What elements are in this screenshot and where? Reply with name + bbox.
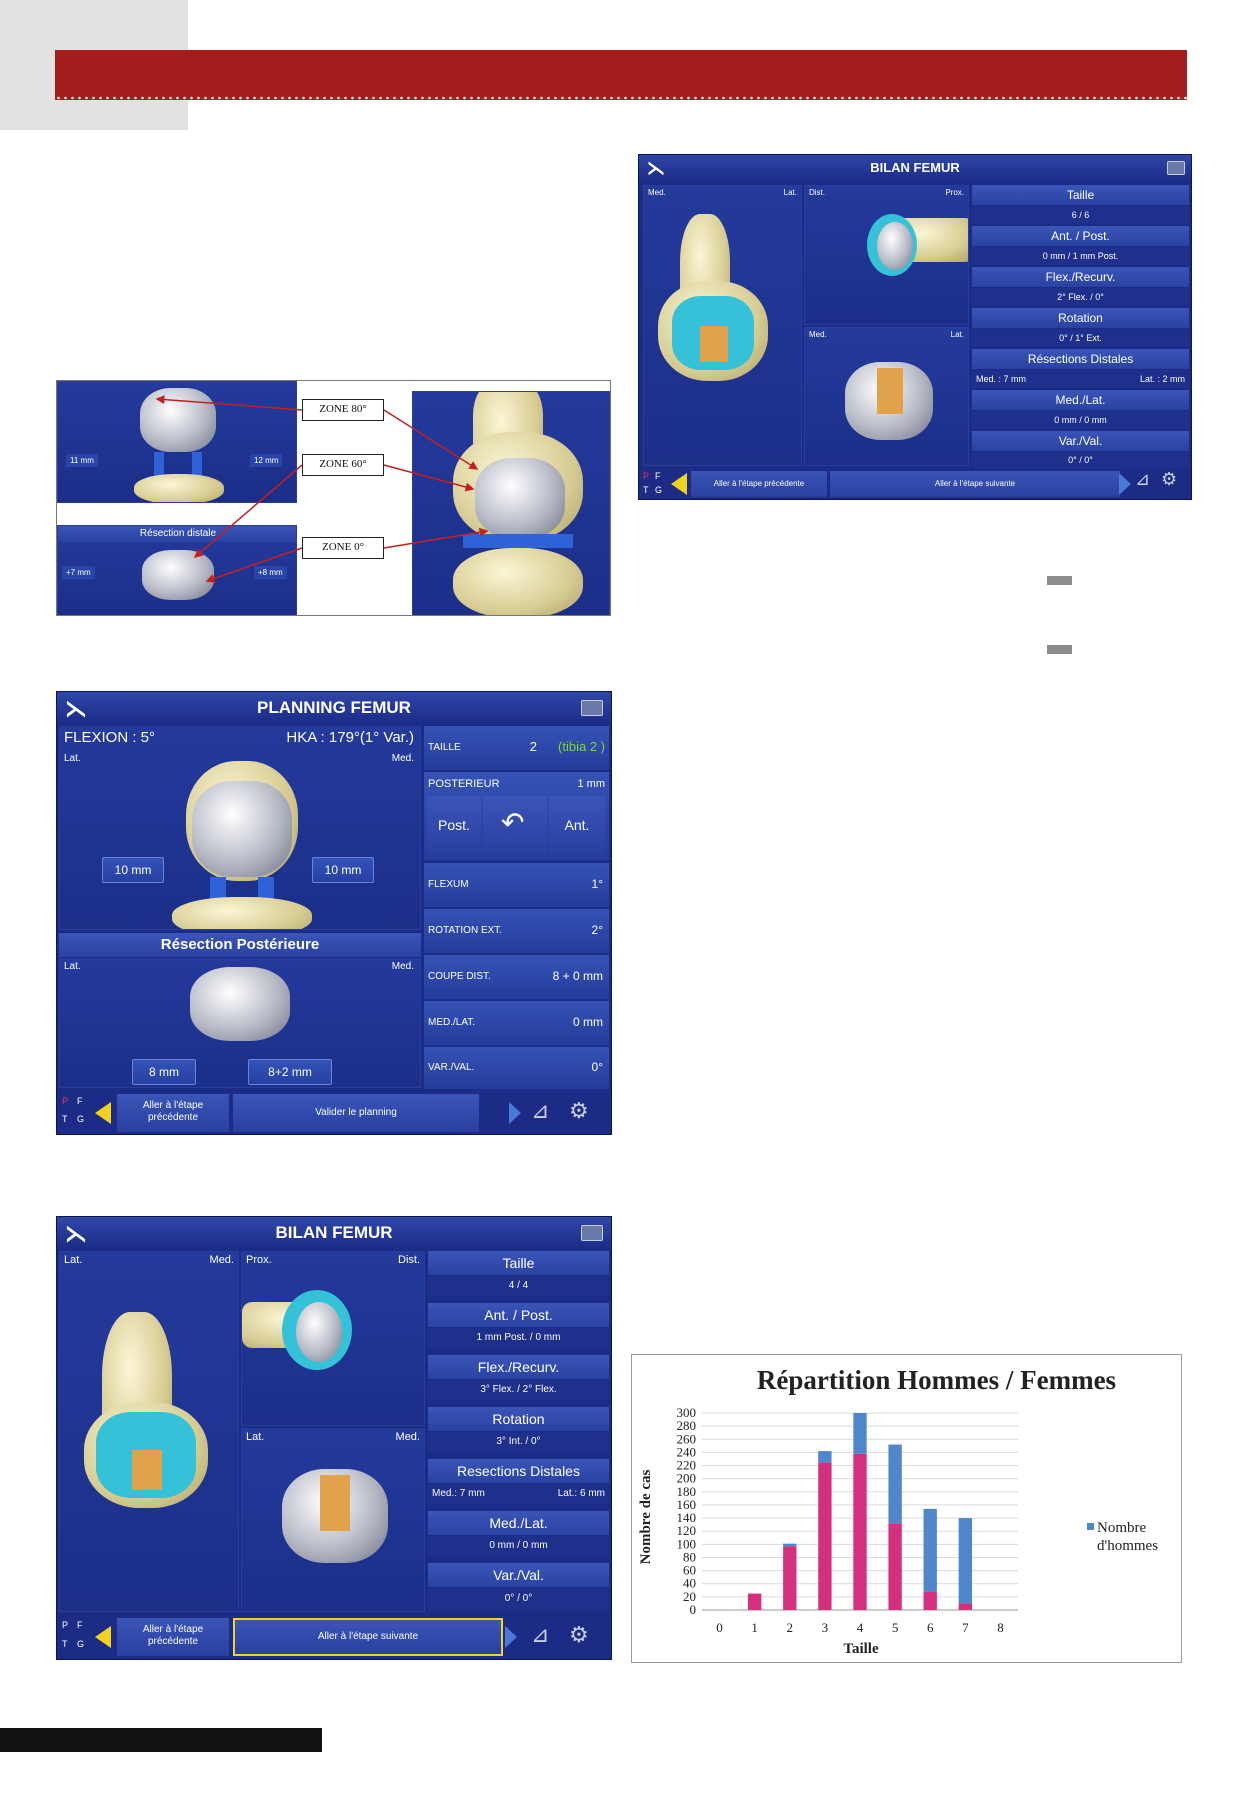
dimension-right: +8 mm [254, 566, 287, 579]
y-tick-label: 260 [676, 1431, 696, 1447]
flex-header: Flex./Recurv. [972, 267, 1189, 287]
varval-value: 0° / 0° [428, 1588, 609, 1610]
coupe-value: 8 + 0 mm [552, 969, 603, 983]
previous-step-line1: Aller à l'étape [142, 1624, 204, 1635]
bar-segment [783, 1546, 796, 1610]
y-tick-label: 100 [676, 1536, 696, 1552]
bar-segment [818, 1451, 831, 1462]
medlat-header: Med./Lat. [972, 390, 1189, 410]
ptfg-g: G [77, 1114, 85, 1124]
y-tick-label: 220 [676, 1457, 696, 1473]
arrow-line [384, 531, 487, 548]
zones-figure [56, 380, 611, 616]
bar-segment [888, 1445, 901, 1524]
y-tick-label: 240 [676, 1444, 696, 1460]
medlat-value: 0 mm [573, 1015, 603, 1029]
next-arrow-icon[interactable] [505, 1626, 517, 1648]
settings-gear-icon[interactable]: ⚙ [569, 1098, 589, 1123]
ptfg-g: G [655, 485, 663, 495]
flex-header: Flex./Recurv. [428, 1355, 609, 1379]
y-axis-label: Nombre de cas [638, 1469, 654, 1565]
implant-surface [877, 222, 913, 270]
previous-arrow-icon[interactable] [95, 1102, 111, 1124]
varval-header: Var./Val. [428, 1563, 609, 1587]
view-label-right: Med. [395, 1431, 420, 1443]
view-label-left: Med. [809, 330, 827, 339]
resection-med: Med.: 7 mm [432, 1488, 485, 1499]
taille-header: Taille [428, 1251, 609, 1275]
view-label-right: Med. [391, 961, 414, 972]
taille-label: TAILLE [428, 742, 461, 753]
resection-title: Résection Postérieure [59, 933, 421, 957]
view-label-right: Med. [391, 753, 414, 764]
view-label-left: Lat. [64, 961, 81, 972]
rotation-label: ROTATION EXT. [428, 925, 503, 936]
dimension-left-button[interactable]: 10 mm [102, 857, 164, 883]
undo-arrow-icon: ↶ [501, 807, 525, 838]
header-bar [55, 50, 1187, 100]
window-restore-button[interactable] [581, 1225, 603, 1241]
rotation-value: 3° Int. / 0° [428, 1432, 609, 1452]
y-tick-label: 300 [676, 1405, 696, 1420]
rotation-row[interactable] [424, 909, 609, 953]
measure-tool-icon[interactable]: ⊿ [1135, 469, 1151, 489]
previous-step-button[interactable]: Aller à l'étape précédente [691, 471, 827, 497]
bar-segment [853, 1454, 866, 1610]
x-tick-label: 5 [891, 1620, 899, 1635]
antpost-value: 0 mm / 1 mm Post. [972, 247, 1189, 265]
flexum-label: FLEXUM [428, 879, 469, 890]
rotation-header: Rotation [428, 1407, 609, 1431]
femur-distal-view[interactable] [804, 327, 969, 466]
validate-planning-button[interactable]: Valider le planning [233, 1094, 479, 1132]
chart-title: Répartition Hommes / Femmes [756, 1365, 1117, 1395]
y-tick-label: 280 [676, 1418, 696, 1434]
y-tick-label: 180 [676, 1483, 696, 1499]
view-label-left: Lat. [64, 753, 81, 764]
arrow-line [384, 465, 473, 489]
window-title: BILAN FEMUR [639, 155, 1191, 181]
bar-segment [818, 1462, 831, 1610]
varval-header: Var./Val. [972, 431, 1189, 451]
implant-surface [190, 967, 290, 1041]
previous-arrow-icon[interactable] [95, 1626, 111, 1648]
bullet-marker [1047, 576, 1072, 585]
post-button[interactable]: Post. [427, 796, 481, 854]
settings-gear-icon[interactable]: ⚙ [1161, 469, 1178, 489]
view-label-right: Prox. [945, 188, 964, 197]
legend-label-line2: d'hommes [1097, 1538, 1159, 1554]
ptfg-t: T [643, 485, 649, 495]
x-axis-label: Taille [843, 1641, 879, 1657]
taille-value: 4 / 4 [428, 1276, 609, 1296]
medlat-header: Med./Lat. [428, 1511, 609, 1535]
hka-readout: HKA : 179°(1° Var.) [286, 729, 414, 746]
bar-segment [959, 1603, 972, 1610]
arrow-line [195, 465, 302, 557]
flexum-row[interactable] [424, 863, 609, 907]
x-tick-label: 3 [821, 1620, 829, 1635]
view-label-right: Lat. [783, 188, 797, 197]
x-tick-label: 8 [997, 1620, 1004, 1635]
varval-label: VAR./VAL. [428, 1062, 475, 1073]
ptfg-t: T [62, 1639, 68, 1649]
resection-med: Med. : 7 mm [976, 374, 1027, 384]
bottom-toolbar [57, 1615, 611, 1659]
zone-60-label: ZONE 60° [302, 454, 384, 476]
view-label-left: Lat. [64, 1254, 83, 1266]
ptfg-p: P [62, 1096, 69, 1106]
femur-side-view[interactable] [804, 185, 969, 325]
window-restore-button[interactable] [581, 700, 603, 716]
bottom-toolbar [639, 469, 1191, 499]
ptfg-f: F [77, 1620, 83, 1630]
ptfg-p: P [643, 471, 650, 481]
flex-value: 2° Flex. / 0° [972, 288, 1189, 306]
varval-value: 0° [591, 1060, 603, 1074]
y-tick-label: 20 [683, 1588, 696, 1604]
window-title: BILAN FEMUR [57, 1217, 611, 1249]
next-arrow-icon[interactable] [509, 1102, 521, 1124]
x-tick-label: 4 [856, 1620, 864, 1635]
ptfg-p: P [62, 1620, 69, 1630]
app-logo-icon: ⋋ [65, 1221, 87, 1246]
implant-surface [192, 781, 292, 877]
medlat-value: 0 mm / 0 mm [428, 1536, 609, 1556]
next-step-button[interactable]: Aller à l'étape suivante [233, 1618, 503, 1656]
view-label-left: Dist. [809, 188, 825, 197]
zone-arrows [57, 381, 611, 616]
implant-surface [296, 1302, 342, 1362]
ant-button[interactable]: Ant. [549, 796, 605, 854]
zone-80-label: ZONE 80° [302, 399, 384, 421]
taille-row[interactable] [424, 726, 609, 770]
next-step-button[interactable]: Aller à l'étape suivante [830, 471, 1120, 497]
ptfg-t: T [62, 1114, 68, 1124]
window-title: PLANNING FEMUR [57, 692, 611, 724]
ptfg-g: G [77, 1639, 85, 1649]
previous-arrow-icon[interactable] [671, 473, 687, 495]
window-restore-button[interactable] [1167, 161, 1185, 175]
femur-front-view[interactable] [59, 1251, 239, 1612]
app-logo-icon: ⋋ [647, 158, 665, 178]
chart-container [631, 1354, 1182, 1663]
planning-distal-view[interactable] [59, 958, 421, 1088]
reset-button[interactable] [483, 796, 547, 854]
y-tick-label: 120 [676, 1523, 696, 1539]
next-arrow-icon[interactable] [1119, 473, 1131, 495]
flex-value: 3° Flex. / 2° Flex. [428, 1380, 609, 1400]
bullet-marker [1047, 645, 1072, 654]
flexum-value: 1° [591, 877, 603, 891]
planning-femur-window [56, 691, 612, 1135]
medlat-row[interactable] [424, 1001, 609, 1045]
y-tick-label: 60 [683, 1562, 696, 1578]
view-label-right: Dist. [398, 1254, 420, 1266]
resection-lat: Lat.: 6 mm [557, 1488, 605, 1499]
view-label-right: Lat. [950, 330, 964, 339]
view-label-left: Med. [648, 188, 666, 197]
bar-segment [783, 1544, 796, 1547]
medlat-label: MED./LAT. [428, 1017, 476, 1028]
taille-header: Taille [972, 185, 1189, 205]
bar-chart [632, 1355, 1181, 1662]
resections-header: Résections Distales [972, 349, 1189, 369]
previous-step-line2: précédente [147, 1112, 199, 1123]
ptfg-f: F [77, 1096, 83, 1106]
legend-swatch [1087, 1523, 1094, 1530]
antpost-header: Ant. / Post. [428, 1303, 609, 1327]
bilan-femur-window-top [638, 154, 1192, 500]
tibia-value: (tibia 2 ) [558, 739, 605, 754]
measure-tool-icon[interactable]: ⊿ [531, 1622, 550, 1647]
posterieur-value: 1 mm [577, 778, 605, 790]
dimension-left: 11 mm [66, 454, 98, 467]
arrow-line [384, 410, 477, 469]
y-tick-label: 140 [676, 1510, 696, 1526]
bottom-toolbar [57, 1092, 611, 1134]
app-logo-icon: ⋋ [65, 696, 87, 721]
y-tick-label: 0 [689, 1602, 696, 1617]
ptfg-f: F [655, 471, 661, 481]
taille-value: 2 [529, 739, 537, 754]
previous-step-line1: Aller à l'étape [142, 1100, 204, 1111]
bar-segment [748, 1594, 761, 1610]
resection-title: Résection distale [58, 526, 297, 542]
x-tick-label: 0 [716, 1620, 723, 1635]
antpost-value: 1 mm Post. / 0 mm [428, 1328, 609, 1348]
dimension-left: +7 mm [62, 566, 95, 579]
bar-segment [924, 1509, 937, 1592]
planning-front-view[interactable] [59, 726, 421, 930]
y-tick-label: 40 [683, 1575, 696, 1591]
bar-segment [959, 1518, 972, 1603]
settings-gear-icon[interactable]: ⚙ [569, 1622, 589, 1647]
coupe-label: COUPE DIST. [428, 971, 491, 982]
dimension-right-button[interactable]: 10 mm [312, 857, 374, 883]
tibia-bone [172, 897, 312, 930]
posterieur-label: POSTERIEUR [428, 778, 500, 790]
arrow-line [207, 548, 302, 581]
y-tick-label: 200 [676, 1470, 696, 1486]
view-label-left: Lat. [246, 1431, 265, 1443]
resection-lat: Lat. : 2 mm [1139, 374, 1185, 384]
y-tick-label: 160 [676, 1496, 696, 1512]
x-tick-label: 7 [962, 1620, 969, 1635]
dimension-right-button[interactable]: 8+2 mm [248, 1059, 332, 1085]
measure-tool-icon[interactable]: ⊿ [531, 1098, 550, 1123]
view-label-left: Prox. [246, 1254, 272, 1266]
zone-0-label: ZONE 0° [302, 537, 384, 559]
resections-header: Resections Distales [428, 1459, 609, 1483]
legend-label-line1: Nombre [1097, 1520, 1147, 1536]
coupe-row[interactable] [424, 955, 609, 999]
resections-values [428, 1484, 609, 1504]
flexion-readout: FLEXION : 5° [64, 729, 156, 746]
bar-layer [748, 1413, 972, 1610]
resections-values [972, 370, 1189, 388]
bone-cut [877, 368, 903, 414]
femur-front-view[interactable] [643, 185, 802, 466]
x-tick-label: 1 [751, 1620, 758, 1635]
taille-value: 6 / 6 [972, 206, 1189, 224]
previous-step-line2: précédente [147, 1636, 199, 1647]
rotation-header: Rotation [972, 308, 1189, 328]
bilan-femur-window-bottom [56, 1216, 612, 1660]
dimension-left-button[interactable]: 8 mm [132, 1059, 196, 1085]
bone-cut [132, 1450, 162, 1490]
varval-value: 0° / 0° [972, 452, 1189, 468]
antpost-header: Ant. / Post. [972, 226, 1189, 246]
previous-step-button[interactable] [117, 1094, 229, 1132]
x-tick-label: 2 [786, 1620, 794, 1635]
y-tick-label: 80 [683, 1549, 696, 1565]
rotation-value: 0° / 1° Ext. [972, 329, 1189, 347]
varval-row[interactable] [424, 1047, 609, 1089]
dimension-right: 12 mm [250, 454, 282, 467]
femur-side-view[interactable] [241, 1251, 425, 1426]
header-dots [55, 96, 1187, 100]
medlat-value: 0 mm / 0 mm [972, 411, 1189, 429]
view-label-right: Med. [209, 1254, 234, 1266]
previous-step-button[interactable] [117, 1618, 229, 1656]
arrow-line [157, 399, 302, 410]
bone-cut [320, 1475, 350, 1531]
femur-distal-view[interactable] [241, 1428, 425, 1612]
x-tick-label: 6 [926, 1620, 934, 1635]
bar-segment [924, 1592, 937, 1610]
rotation-value: 2° [591, 923, 603, 937]
bar-segment [888, 1523, 901, 1610]
bone-cut [700, 326, 728, 362]
bar-segment [853, 1413, 866, 1454]
footer-bar [0, 1728, 322, 1752]
